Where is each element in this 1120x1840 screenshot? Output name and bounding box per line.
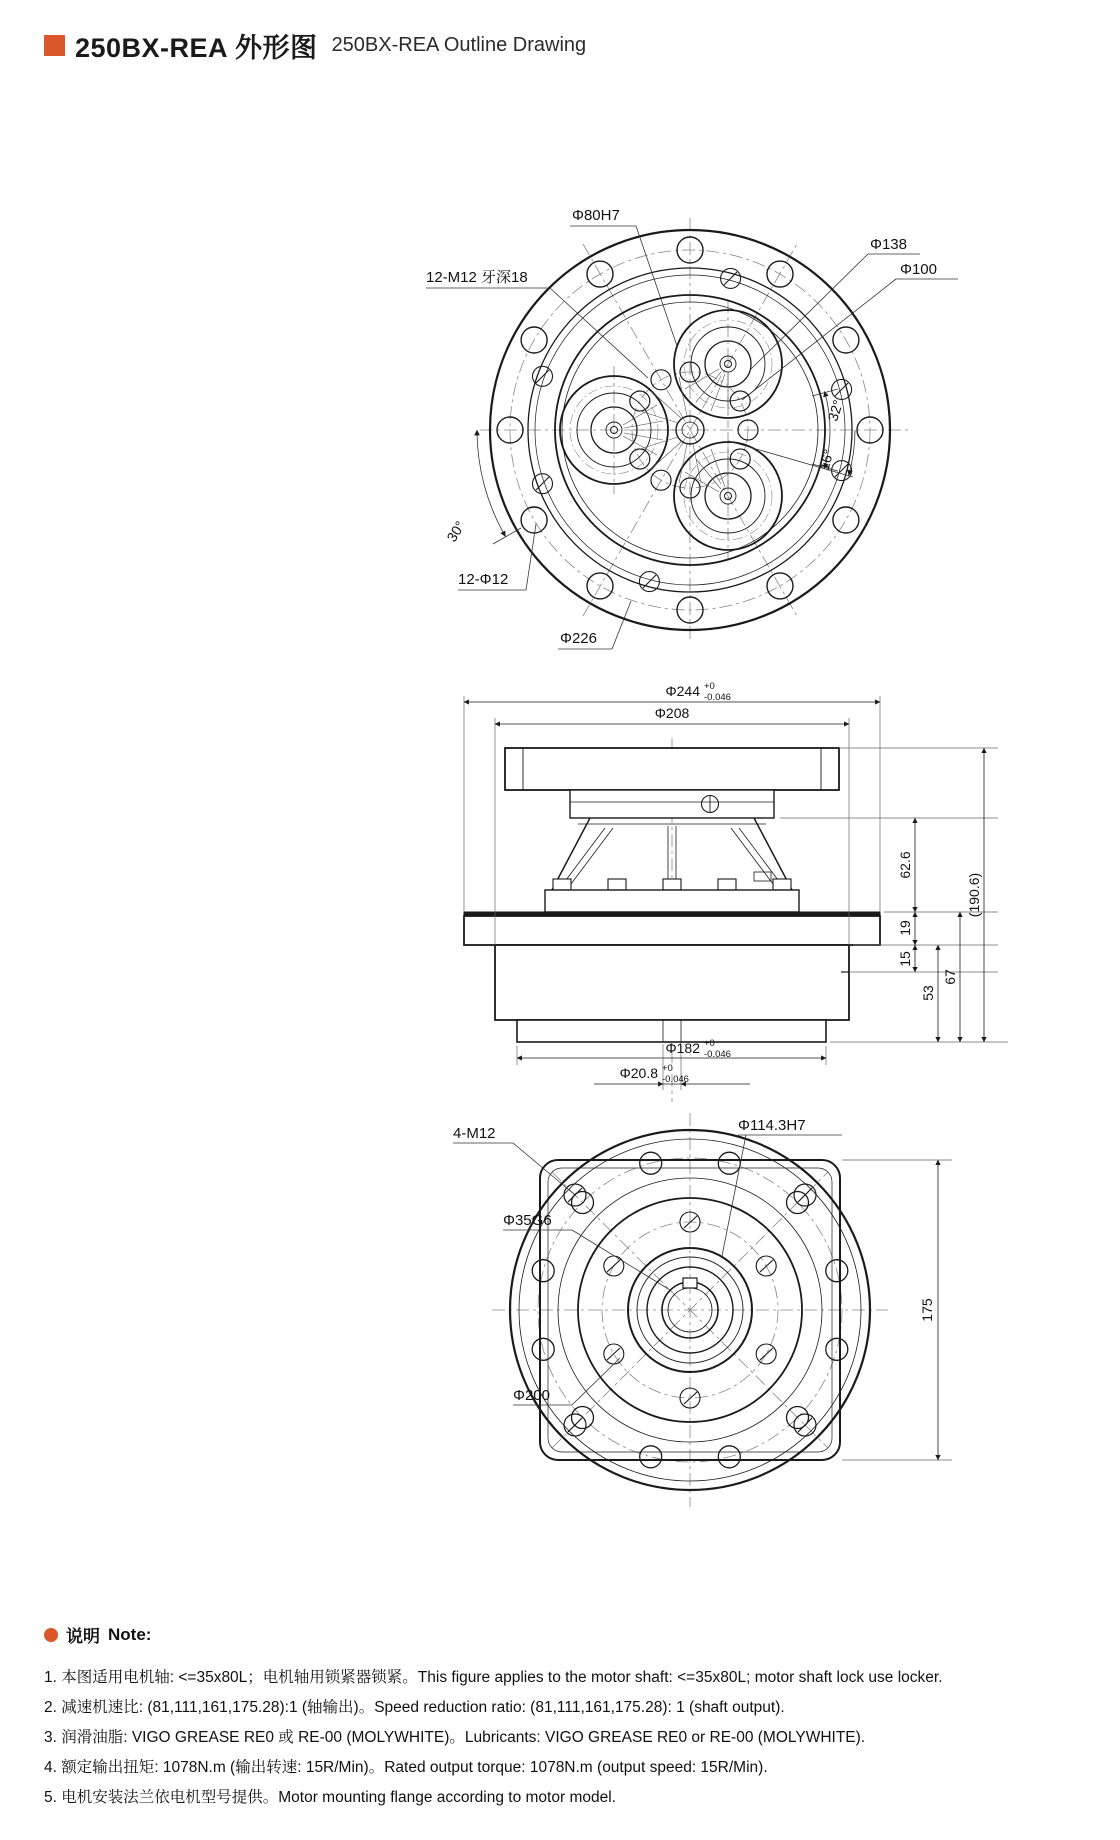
corner-bolts-label: 4-M12 bbox=[453, 1125, 496, 1142]
phi182-tol-plus: +0 bbox=[704, 1038, 715, 1049]
angle-30-label: 30° bbox=[443, 518, 469, 545]
square-size-label: 175 bbox=[919, 1298, 935, 1322]
angle-32-label: 32° bbox=[824, 397, 847, 423]
title-square-icon bbox=[44, 35, 65, 56]
note-item-5: 5. 电机安装法兰依电机型号提供。Motor mounting flange according to motor model. bbox=[44, 1789, 616, 1806]
phi244-tol-minus: -0.046 bbox=[704, 692, 731, 703]
note-bullet-icon bbox=[44, 1628, 58, 1642]
phi182-tol-minus: -0.046 bbox=[704, 1049, 731, 1060]
angle-16-label: 16° bbox=[815, 447, 837, 473]
note-item-1: 1. 本图适用电机轴: <=35x80L；电机轴用锁紧器锁紧。This figure applies to the motor shaft: <=35x80L; motor shaft lock use locker. bbox=[44, 1669, 943, 1686]
phi182-label: Φ182 bbox=[665, 1040, 700, 1056]
dim-overall: (190.6) bbox=[966, 872, 982, 918]
phi138-label: Φ138 bbox=[870, 236, 907, 253]
notes-heading-cn: 说明 bbox=[66, 1627, 100, 1646]
notes-list bbox=[44, 1663, 1094, 1813]
notes-section bbox=[44, 1622, 1094, 1813]
notes-heading-en: Note: bbox=[108, 1624, 152, 1644]
through-holes-label: 12-Φ12 bbox=[458, 571, 509, 588]
angle-dimensions bbox=[477, 389, 855, 544]
title-cn: 250BX-REA 外形图 bbox=[75, 33, 318, 63]
dim-62-6: 62.6 bbox=[897, 851, 913, 879]
phi244-label: Φ244 bbox=[665, 683, 700, 699]
rear-view-drawing bbox=[380, 1095, 1000, 1515]
rear-center-lines bbox=[492, 1113, 888, 1507]
gearbox-body bbox=[464, 748, 880, 1042]
bolt-circle-200-label: Φ200 bbox=[513, 1387, 550, 1404]
bore-label: Φ80H7 bbox=[572, 207, 620, 224]
phi20-8-tol-plus: +0 bbox=[662, 1063, 673, 1074]
dim-53: 53 bbox=[920, 985, 936, 1001]
shaft-bore-label: Φ35G6 bbox=[503, 1212, 552, 1229]
phi20-8-label: Φ20.8 bbox=[619, 1065, 658, 1081]
center-lines bbox=[480, 218, 912, 642]
dim-15: 15 bbox=[897, 951, 913, 967]
phi208-label: Φ208 bbox=[654, 705, 690, 721]
title-en: 250BX-REA Outline Drawing bbox=[331, 34, 587, 56]
note-item-4: 4. 额定输出扭矩: 1078N.m (输出转速: 15R/Min)。Rated output torque: 1078N.m (output speed: 15R/Min). bbox=[44, 1759, 768, 1776]
phi100-label: Φ100 bbox=[900, 261, 937, 278]
note-item-2: 2. 减速机速比: (81,111,161,175.28):1 (轴输出)。Speed reduction ratio: (81,111,161,175.28): 1 (shaft output). bbox=[44, 1699, 785, 1716]
pilot-bore-label: Φ114.3H7 bbox=[738, 1117, 806, 1134]
front-view-drawing bbox=[340, 160, 980, 660]
rear-leader-lines bbox=[453, 1135, 842, 1405]
notes-heading bbox=[44, 1622, 1094, 1647]
bolt-circle-label: Φ226 bbox=[560, 630, 597, 647]
phi20-8-tol-minus: -0.046 bbox=[662, 1074, 689, 1085]
dim-67: 67 bbox=[942, 969, 958, 985]
dim-19: 19 bbox=[897, 920, 913, 936]
tapped-holes-label: 12-M12 牙深18 bbox=[426, 269, 528, 286]
phi244-tol-plus: +0 bbox=[704, 681, 715, 692]
note-item-3: 3. 润滑油脂: VIGO GREASE RE0 或 RE-00 (MOLYWHITE)。Lubricants: VIGO GREASE RE0 or RE-00 (MOLYWHITE). bbox=[44, 1729, 866, 1746]
side-view-drawing bbox=[400, 650, 1040, 1110]
page-title bbox=[44, 26, 586, 65]
